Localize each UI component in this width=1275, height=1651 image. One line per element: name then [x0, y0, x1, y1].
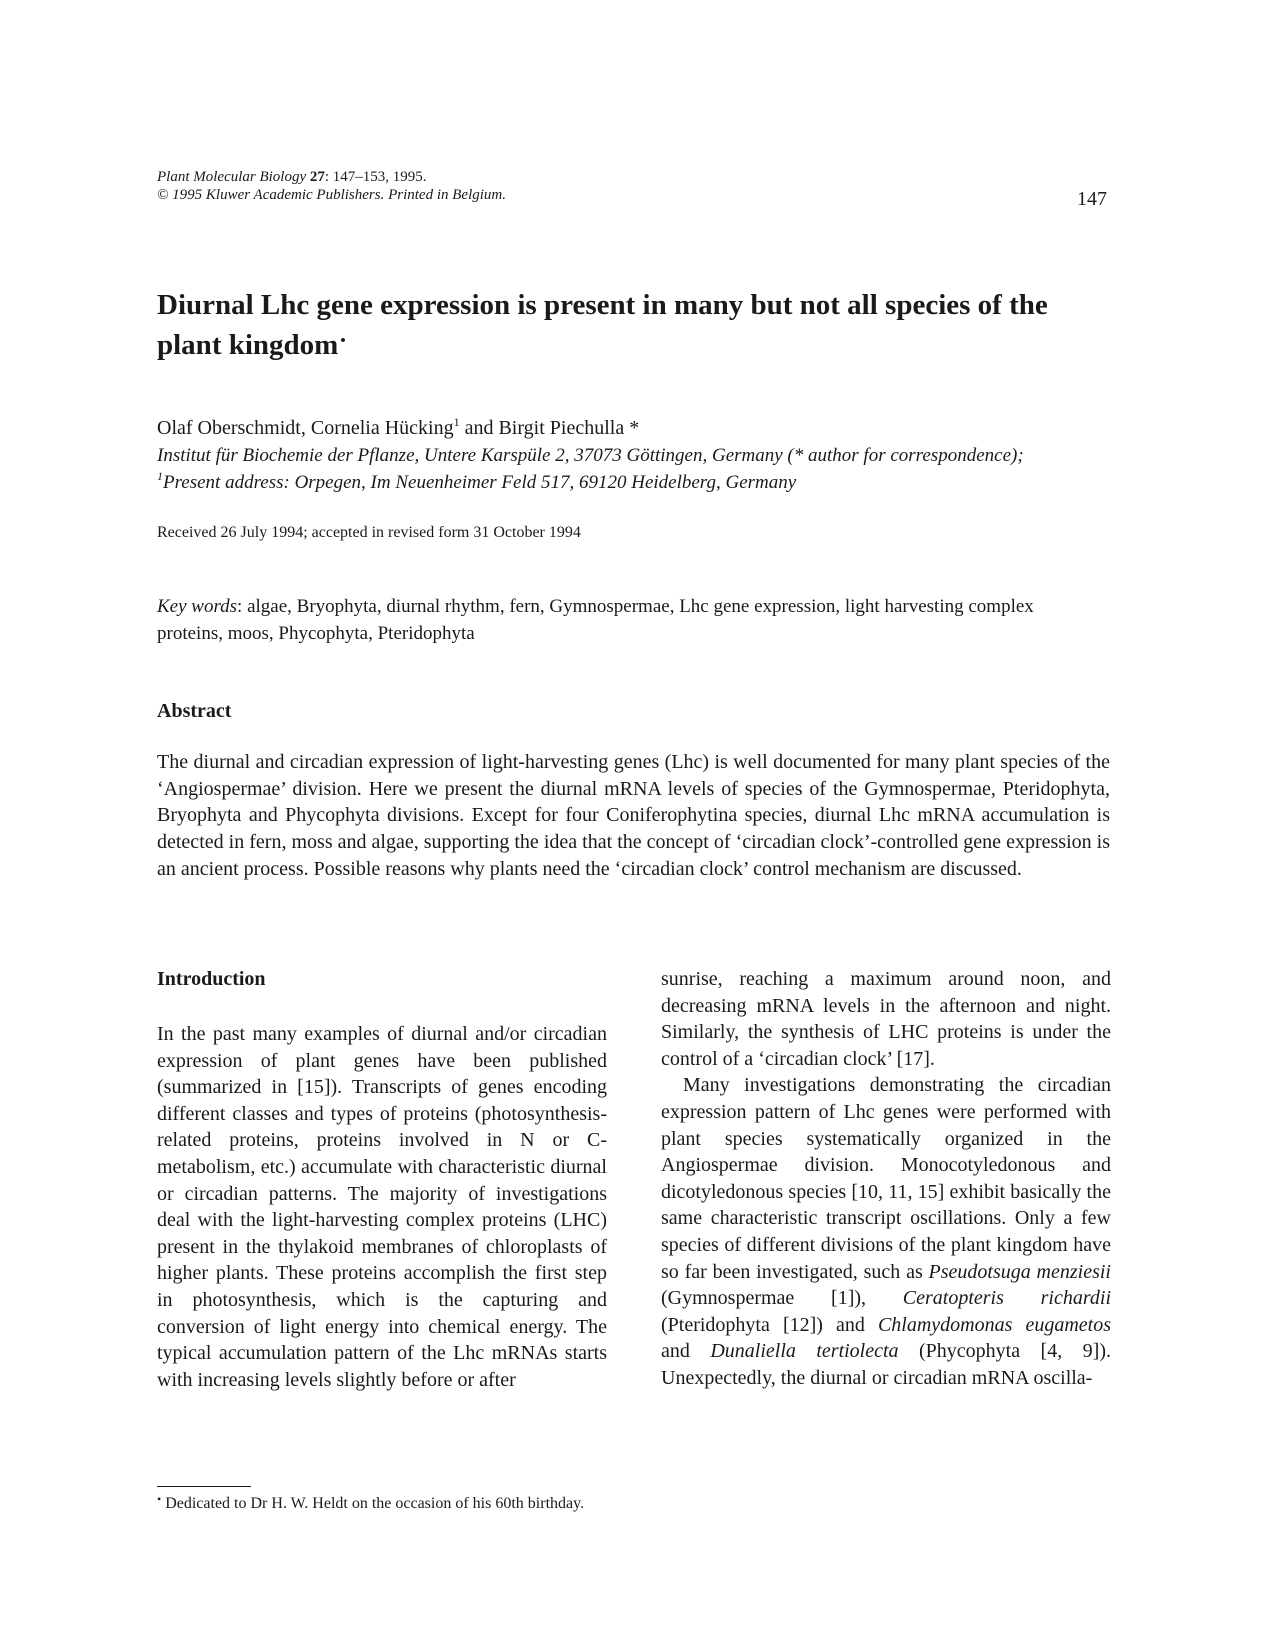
affiliation-mark: 1 — [157, 469, 163, 483]
footnote-divider — [157, 1486, 251, 1487]
authors-text: Olaf Oberschmidt, Cornelia Hücking — [157, 417, 454, 439]
species-name: Chlamydomonas eugametos — [877, 1313, 1111, 1336]
present-address: Present address: Orpegen, Im Neuenheimer Feld 517, 69120 Heidelberg, Germany — [163, 472, 797, 493]
paragraph-text: (Pteridophyta [12]) and — [661, 1313, 878, 1336]
received-dates: Received 26 July 1994; accepted in revised form 31 October 1994 — [157, 524, 581, 541]
page-number: 147 — [1077, 188, 1107, 210]
abstract-text: The diurnal and circadian expression of light-harvesting genes (Lhc) is well documented for many plant species of the ‘Angiospermae’ division. Here we present the diurnal mRNA levels of species of the Gymnospermae, Pteridophyta, Bryophyta and Phycophyta divisions. Except for four Coniferophytina species, diurnal Lhc mRNA accumulation is detected in fern, moss and algae, supporting the idea that the concept of ‘circadian clock’-controlled gene expression is an ancient process. Possible reasons why plants need the ‘circadian clock’ control mechanism are discussed. — [157, 751, 1110, 880]
introduction-heading: Introduction — [157, 968, 266, 990]
journal-volume: 27 — [309, 169, 325, 185]
keywords-text: : algae, Bryophyta, diurnal rhythm, fern, Gymnospermae, Lhc gene expression, light harvesting complex proteins, moos, Phycophyta, Pteridophyta — [157, 596, 1034, 644]
article-title — [157, 287, 1087, 363]
affiliation — [157, 442, 1087, 496]
intro-paragraph-1: In the past many examples of diurnal and/or circadian expression of plant genes have been published (summarized in [15]). Transcripts of genes encoding different classes and types of proteins (photosynthesis-related proteins, proteins involved in N or C-metabolism, etc.) accumulate with characteristic diurnal or circadian patterns. The majority of investigations deal with the light-harvesting complex proteins (LHC) present in the thylakoid membranes of chloroplasts of higher plants. These proteins accomplish the first step in photosynthesis, which is the capturing and conversion of light energy into chemical energy. The typical accumulation pattern of the Lhc mRNAs starts with increasing levels slightly before or after — [157, 1023, 607, 1391]
introduction-column-right — [661, 966, 1111, 1392]
paragraph-text: (Phycophyta [4, 9]). Unexpectedly, the diurnal or circadian mRNA oscilla- — [661, 1340, 1111, 1389]
authors-text-end: and Birgit Piechulla * — [459, 417, 640, 439]
journal-name: Plant Molecular Biology — [157, 169, 307, 185]
paragraph-text: and — [661, 1340, 711, 1363]
species-name: Pseudotsuga menziesii — [928, 1260, 1111, 1283]
journal-citation — [157, 168, 506, 204]
footnote-mark: • — [157, 1492, 162, 1506]
journal-pages: : 147–153, 1995. — [324, 169, 427, 185]
keywords — [157, 593, 1087, 647]
intro-paragraph-continued: sunrise, reaching a maximum around noon, and decreasing mRNA levels in the afternoon and night. Similarly, the synthesis of LHC proteins is under the control of a ‘circadian clock’ [17]. — [661, 968, 1111, 1070]
species-name: Ceratopteris richardii — [902, 1287, 1111, 1310]
introduction-column-left — [157, 1021, 607, 1393]
keywords-label: Key words — [157, 596, 238, 617]
abstract-heading: Abstract — [157, 700, 232, 722]
title-footnote-mark: • — [340, 333, 346, 349]
paragraph-text: (Gymnospermae [1]), — [661, 1287, 903, 1310]
footnote — [157, 1492, 584, 1513]
author-affiliation-mark: 1 — [453, 415, 460, 429]
affiliation-text: Institut für Biochemie der Pflanze, Untere Karspüle 2, 37073 Göttingen, Germany (* author for correspondence); — [157, 445, 1024, 466]
footnote-text: Dedicated to Dr H. W. Heldt on the occasion of his 60th birthday. — [161, 1495, 585, 1512]
species-name: Dunaliella tertiolecta — [710, 1340, 899, 1363]
intro-paragraph-2 — [661, 1072, 1111, 1391]
copyright-line: © 1995 Kluwer Academic Publishers. Printed in Belgium. — [157, 187, 506, 203]
title-text: Diurnal Lhc gene expression is present in many but not all species of the plant kingdom — [157, 289, 1048, 361]
paragraph-text: Many investigations demonstrating the circadian expression pattern of Lhc genes were performed with plant species systematically organized in the Angiospermae division. Monocotyledonous and dicotyledonous species [10, 11, 15] exhibit basically the same characteristic transcript oscillations. Only a few species of different divisions of the plant kingdom have so far been investigated, such as — [661, 1074, 1111, 1283]
author-list — [157, 415, 639, 442]
